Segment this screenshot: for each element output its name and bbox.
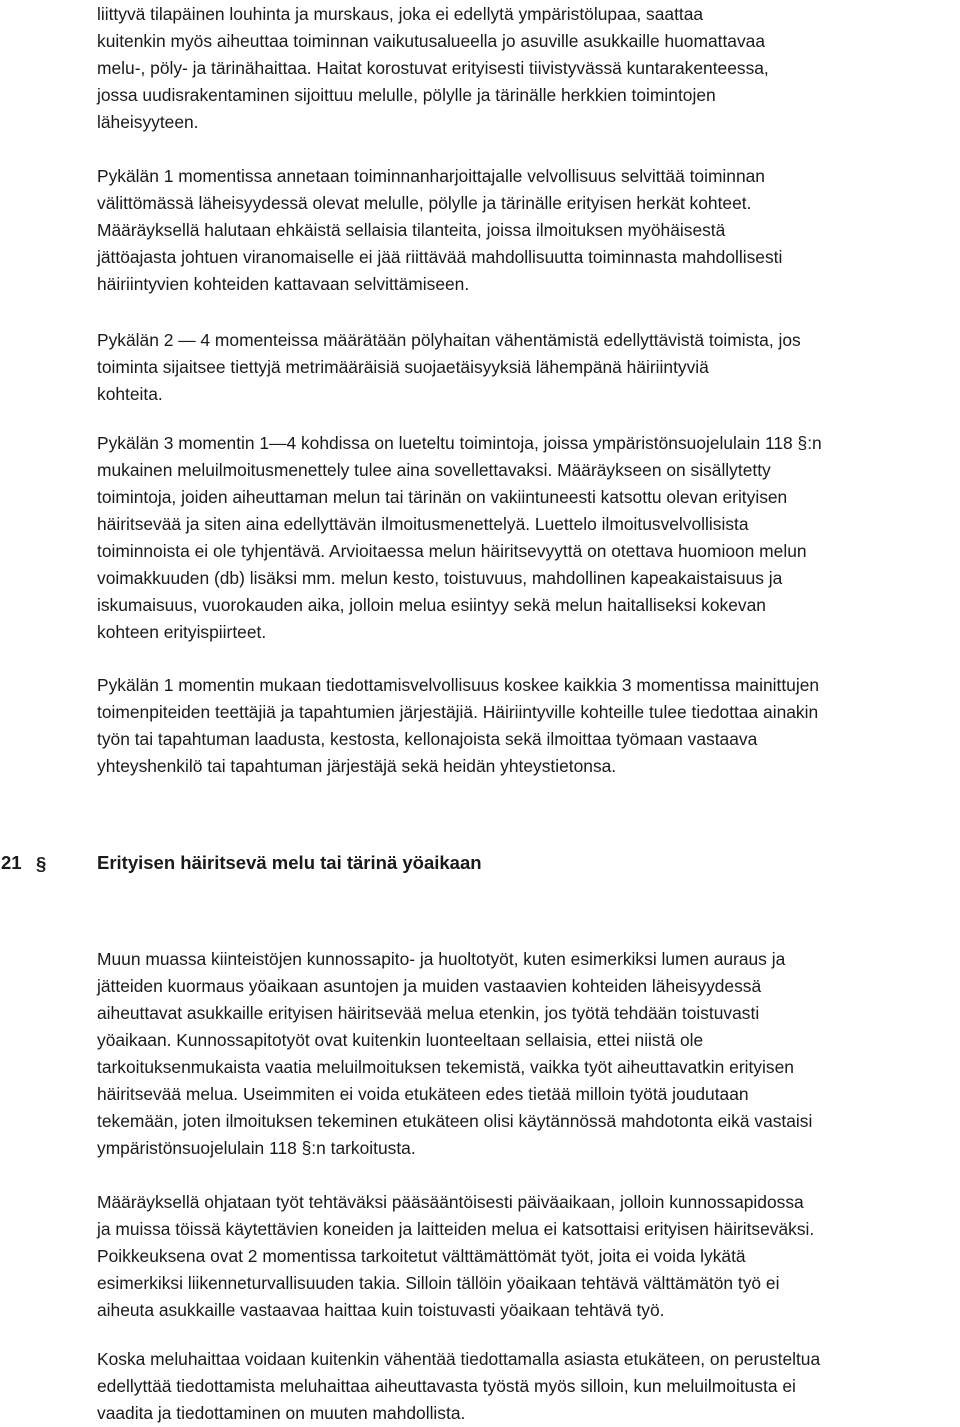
section-number: 21 bbox=[1, 852, 22, 873]
paragraph-moment-1-survey: Pykälän 1 momentissa annetaan toiminnanharjoittajalle velvollisuus selvittää toiminnan välittömässä läheisyydessä olevat melulle, pölylle ja tärinälle erityisen herkät kohteet. Määräyksellä halutaan ehkäistä sellaisia tilanteita, joissa ilmoituksen myöhäisestä jättöajasta johtuen viranomaiselle ei jää riittävää mahdollisuutta toiminnasta mahdollisesti häiriintyvien kohteiden kattavaan selvittämiseen. bbox=[97, 166, 783, 294]
paragraph-maintenance-work: Muun muassa kiinteistöjen kunnossapito- ja huoltotyöt, kuten esimerkiksi lumen auraus ja jätteiden kuormaus yöaikaan asuntojen ja muiden vastaavien kohteiden läheisyydessä aiheuttavat asukkaille erityisen häiritsevää melua etenkin, jos työtä tehdään toistuvasti yöaikaan. Kunnossapitotyöt ovat kuitenkin luonteeltaan sellaisia, ettei niistä ole tarkoituksenmukaista vaatia meluilmoituksen tekemistä, vaikka työt aiheuttavatkin erityisen häiritsevää melua. Useimmiten ei voida etukäteen edes tietää milloin työtä joudutaan tekemään, joten ilmoituksen tekeminen etukäteen olisi käytännössä mahdotonta eikä vastaisi ympäristönsuojelulain 118 §:n tarkoitusta. bbox=[97, 949, 813, 1158]
section-heading bbox=[0, 848, 960, 878]
paragraph-moments-2-4-dust: Pykälän 2 — 4 momenteissa määrätään pölyhaitan vähentämistä edellyttävistä toimista, jos toiminta sijaitsee tiettyjä metrimääräisiä suojaetäisyyksiä lähempänä häiriintyviä kohteita. bbox=[97, 330, 801, 404]
paragraph-moment-3-notification: Pykälän 3 momentin 1—4 kohdissa on lueteltu toimintoja, joissa ympäristönsuojelulain 118 §:n mukainen meluilmoitusmenettely tulee aina sovellettavaksi. Määräykseen on sisällytetty toimintoja, joiden aiheuttaman melun tai tärinän on vakiintuneesti katsottu olevan erityisen häiritsevää ja siten aina edellyttävän ilmoitusmenettelyä. Luettelo ilmoitusvelvollisista toiminnoista ei ole tyhjentävä. Arvioitaessa melun häiritsevyyttä on otettava huomioon melun voimakkuuden (db) lisäksi mm. melun kesto, toistuvuus, mahdollinen kapeakaistaisuus ja iskumaisuus, vuorokauden aika, jolloin melua esiintyy sekä melun haitalliseksi kokevan kohteen erityispiirteet. bbox=[97, 433, 822, 642]
paragraph-advance-notice: Koska meluhaittaa voidaan kuitenkin vähentää tiedottamalla asiasta etukäteen, on perusteltua edellyttää tiedottamista meluhaittaa aiheuttavasta työstä myös silloin, kun meluilmoitusta ei vaadita ja tiedottaminen on muuten mahdollista. bbox=[97, 1349, 821, 1423]
paragraph-noise-impact-intro: liittyvä tilapäinen louhinta ja murskaus, joka ei edellytä ympäristölupaa, saattaa kuitenkin myös aiheuttaa toiminnan vaikutusalueella jo asuville asukkaille huomattavaa melu-, pöly- ja tärinähaittaa. Haitat korostuvat erityisesti tiivistyvässä kuntarakenteessa, jossa uudisrakentaminen sijoittuu melulle, pölylle ja tärinälle herkkien toimintojen läheisyyteen. bbox=[97, 4, 769, 132]
paragraph-daytime-guidance: Määräyksellä ohjataan työt tehtäväksi pääsääntöisesti päiväaikaan, jolloin kunnossapidossa ja muissa töissä käytettävien koneiden ja laitteiden melua ei katsottaisi erityisen häiritseväksi. Poikkeuksena ovat 2 momentissa tarkoitetut välttämättömät työt, joita ei voida lykätä esimerkiksi liikenneturvallisuuden takia. Silloin tällöin yöaikaan tehtävä välttämätön työ ei aiheuta asukkaille vastaavaa haittaa kuin toistuvasti yöaikaan tehtävä työ. bbox=[97, 1192, 815, 1320]
section-title: Erityisen häiritsevä melu tai tärinä yöaikaan bbox=[97, 852, 482, 873]
section-symbol: § bbox=[36, 853, 47, 874]
paragraph-information-duty: Pykälän 1 momentin mukaan tiedottamisvelvollisuus koskee kaikkia 3 momentissa mainittujen toimenpiteiden teettäjiä ja tapahtumien järjestäjiä. Häiriintyville kohteille tulee tiedottaa ainakin työn tai tapahtuman laadusta, kestosta, kellonajoista sekä ilmoittaa työmaan vastaava yhteyshenkilö tai tapahtuman järjestäjä sekä heidän yhteystietonsa. bbox=[97, 675, 820, 776]
